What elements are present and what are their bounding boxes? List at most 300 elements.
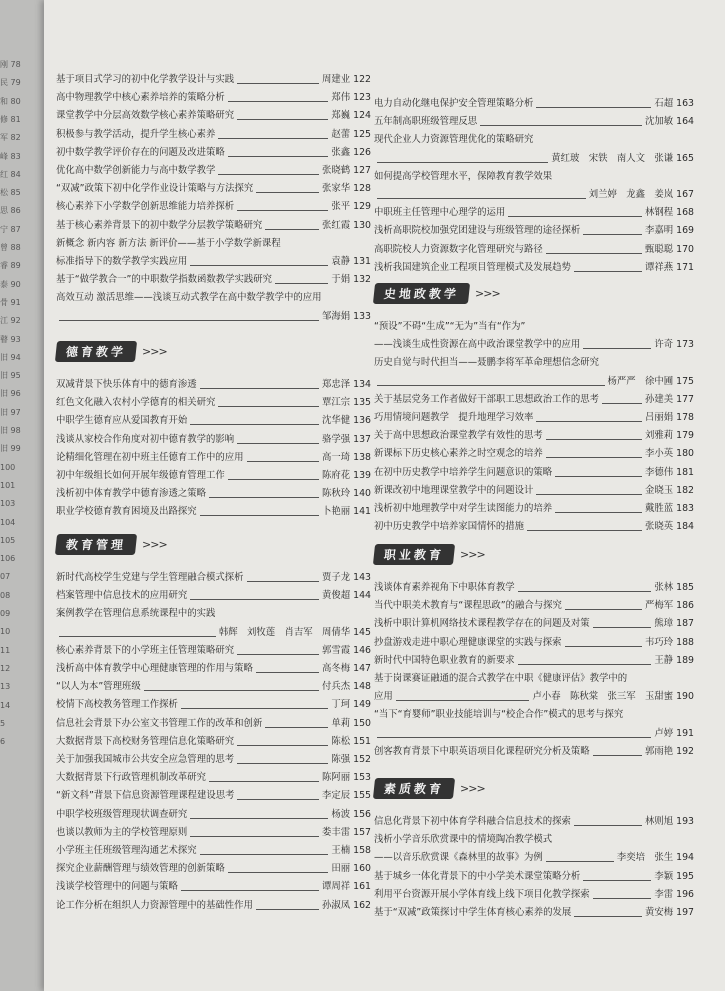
- entry-title: 新概念 新内容 新方法 新评价——基于小学数学新课程: [56, 237, 281, 249]
- toc-entry-title-line[interactable]: [374, 170, 694, 184]
- leader-line: [144, 690, 319, 691]
- toc-entry[interactable]: [56, 433, 371, 447]
- toc-entry[interactable]: [56, 505, 371, 519]
- toc-entry[interactable]: [374, 115, 694, 129]
- entry-author-page: 陈强 152: [331, 754, 371, 765]
- edge-label: 江 92: [0, 316, 21, 326]
- entry-author-page: 孙建美 177: [645, 393, 694, 405]
- leader-line: [190, 265, 328, 266]
- entry-title: 巧用情境问题教学 提升地理学习效率: [374, 412, 534, 423]
- entry-title: 如何提高学校管理水平，保障教育教学效果: [374, 170, 553, 182]
- entry-author-page: 刘雅莉 179: [645, 430, 694, 442]
- entry-title: 初中数学教学评价存在的问题及改进策略: [56, 146, 225, 158]
- edge-label: 和 80: [0, 96, 21, 106]
- entry-author-page: 李德伟 181: [645, 466, 694, 478]
- entry-author-page: 田丽 160: [331, 863, 371, 875]
- entry-author-page: 李雷 196: [654, 888, 694, 900]
- entry-author-page: 高一琦 138: [322, 451, 371, 463]
- entry-author-page: 于娟 132: [331, 274, 371, 286]
- edge-label: 曾 88: [0, 243, 21, 252]
- entry-title: 高中物理教学中核心素养培养的策略分析: [56, 92, 225, 104]
- toc-entry[interactable]: [56, 451, 371, 465]
- leader-line: [593, 627, 652, 628]
- entry-author-page: 周建业 122: [322, 74, 371, 85]
- leader-line: [237, 745, 328, 746]
- toc-entry[interactable]: [56, 396, 371, 410]
- leader-line: [555, 512, 642, 513]
- leader-line: [228, 101, 329, 102]
- edge-label: 骨 91: [0, 297, 21, 307]
- edge-label: 军 82: [0, 133, 21, 143]
- entry-title: 浅析初中地理教学中对学生读图能力的培养: [374, 503, 553, 514]
- entry-author-page: 林钢程 168: [645, 207, 694, 219]
- toc-entry-title-line[interactable]: [374, 133, 694, 147]
- toc-entry[interactable]: [56, 128, 371, 142]
- entry-title: 浅谈学校管理中的问题与策略: [56, 881, 178, 893]
- entry-author-page: 林则旭 193: [645, 816, 694, 827]
- entry-title: 标准指导下的数学教学实践应用: [56, 256, 188, 267]
- section-header: [374, 777, 485, 799]
- toc-entry[interactable]: [56, 808, 371, 822]
- entry-title: 创客教育背景下中职英语项目化课程研究分析及策略: [374, 745, 590, 757]
- leader-line: [181, 890, 319, 891]
- toc-entry[interactable]: [56, 273, 371, 287]
- entry-author-page: 郑巍 124: [331, 110, 371, 122]
- section-arrows: >>>: [142, 344, 167, 358]
- entry-author-page: 骆学强 137: [322, 433, 371, 445]
- leader-line: [536, 421, 642, 422]
- entry-author-page: 杨波 156: [331, 808, 371, 820]
- toc-entry[interactable]: [56, 717, 371, 731]
- leader-line: [593, 898, 652, 899]
- entry-title: 中职学校班级管理现状调查研究: [56, 808, 188, 820]
- section-arrows: >>>: [142, 537, 167, 551]
- toc-entry[interactable]: [56, 880, 371, 894]
- entry-author-page: 沈华健 136: [322, 415, 371, 427]
- entry-author-page: 卢小春 陈秋棠 张三军 玉甜蜜 190: [532, 691, 694, 703]
- toc-entry[interactable]: [374, 815, 694, 829]
- entry-title: 浅析高职院校加强党团建设与班级管理的途径探析: [374, 225, 581, 237]
- edge-label: 08: [0, 590, 11, 600]
- entry-title: 抄盘游戏走进中职心理健康课堂的实践与探索: [374, 636, 562, 648]
- edge-label: 13: [0, 682, 11, 692]
- edge-label: 104: [0, 517, 16, 527]
- entry-author-page: 许奇 173: [654, 339, 694, 351]
- leader-line: [555, 476, 642, 477]
- toc-entry-continuation[interactable]: [56, 626, 371, 640]
- toc-entry[interactable]: [56, 255, 371, 269]
- toc-entry[interactable]: [56, 589, 371, 603]
- leader-line: [200, 854, 329, 855]
- edge-label: 旧 99: [0, 444, 21, 454]
- toc-entry[interactable]: [374, 224, 694, 238]
- section-title: 史地政教学: [373, 283, 470, 304]
- entry-title: 新时代高校学生党建与学生管理融合模式探析: [56, 572, 244, 583]
- leader-line: [190, 599, 319, 600]
- toc-entry[interactable]: [56, 571, 371, 585]
- entry-author-page: 金晓玉 182: [645, 484, 694, 496]
- toc-entry[interactable]: [374, 906, 694, 920]
- entry-title: 基于核心素养背景下的初中数学分层教学策略研究: [56, 219, 263, 231]
- toc-entry[interactable]: [56, 862, 371, 876]
- leader-line: [574, 916, 642, 917]
- section-header: [56, 533, 167, 555]
- entry-title: 历史自觉与时代担当——聂鹏李将军革命理想信念研究: [374, 357, 600, 369]
- entry-title: 关于高中思想政治课堂教学有效性的思考: [374, 430, 543, 442]
- toc-entry-title-line[interactable]: [56, 291, 371, 305]
- toc-entry[interactable]: [374, 243, 694, 257]
- entry-title: 关于加强我国城市公共安全应急管理的思考: [56, 754, 235, 765]
- edge-label: 红 84: [0, 169, 21, 179]
- leader-line: [546, 439, 642, 440]
- entry-author-page: 韦巧玲 188: [645, 636, 694, 648]
- toc-entry[interactable]: [374, 502, 694, 516]
- toc-entry-title-line[interactable]: [374, 833, 694, 847]
- edge-label: 旧 97: [0, 407, 21, 417]
- leader-line: [377, 162, 548, 163]
- edge-label: 刚 78: [0, 60, 21, 69]
- edge-label: 瞽 93: [0, 334, 21, 344]
- entry-author-page: 丁珂 149: [331, 699, 371, 711]
- leader-line: [247, 461, 319, 462]
- entry-author-page: 郑忠泽 134: [322, 379, 371, 390]
- toc-entry[interactable]: [374, 484, 694, 498]
- toc-entry-continuation[interactable]: [374, 375, 694, 389]
- leader-line: [237, 119, 328, 120]
- leader-line: [546, 253, 642, 254]
- entry-title: 浅析小学音乐欣赏课中的情境陶冶教学模式: [374, 834, 553, 846]
- entry-author-page: 袁静 131: [331, 256, 371, 267]
- toc-entry[interactable]: [56, 789, 371, 803]
- leader-line: [536, 107, 651, 108]
- entry-author-page: 陈松 151: [331, 735, 371, 747]
- entry-author-page: 邹海娟 133: [322, 310, 371, 322]
- toc-entry[interactable]: [56, 753, 371, 767]
- toc-entry[interactable]: [56, 164, 371, 178]
- entry-title: 新时代中国特色职业教育的新要求: [374, 654, 515, 666]
- section-arrows: >>>: [460, 781, 485, 795]
- toc-entry[interactable]: [56, 698, 371, 712]
- toc-entry[interactable]: [374, 654, 694, 668]
- leader-line: [583, 880, 651, 881]
- entry-title: 基于项目式学习的初中化学教学设计与实践: [56, 74, 235, 85]
- entry-author-page: 李颖 195: [654, 870, 694, 882]
- toc-entry[interactable]: [374, 745, 694, 759]
- leader-line: [228, 479, 319, 480]
- edge-label: 5: [0, 718, 6, 728]
- edge-label: 12: [0, 663, 11, 673]
- leader-line: [256, 909, 319, 910]
- entry-author-page: 李奕培 张生 194: [616, 852, 694, 864]
- entry-title: 大数据背景下高校财务管理信息化策略研究: [56, 735, 235, 747]
- leader-line: [218, 138, 328, 139]
- toc-entry[interactable]: [56, 899, 371, 913]
- toc-entry[interactable]: [56, 680, 371, 694]
- toc-entry[interactable]: [374, 851, 694, 865]
- entry-title: 新课标下历史核心素养之时空观念的培养: [374, 448, 543, 460]
- toc-entry-title-line[interactable]: [374, 708, 694, 722]
- leader-line: [228, 156, 329, 157]
- toc-entry-continuation[interactable]: [374, 152, 694, 166]
- entry-title: “预设”不碍“生成”“无为”当有“作为”: [374, 321, 526, 332]
- entry-author-page: 王楠 158: [331, 845, 371, 856]
- entry-author-page: 娄丰雷 157: [322, 826, 371, 838]
- toc-entry-title-line[interactable]: [374, 672, 694, 686]
- entry-title: 论工作分析在组织人力资源管理中的基础性作用: [56, 899, 253, 911]
- edge-label: 宁 87: [0, 224, 21, 234]
- toc-entry[interactable]: [374, 466, 694, 480]
- leader-line: [59, 636, 216, 637]
- section-header: [374, 543, 485, 565]
- leader-line: [190, 424, 319, 425]
- entry-title: “以人为本”管理班级: [56, 681, 141, 693]
- leader-line: [218, 174, 319, 175]
- toc-entry[interactable]: [56, 200, 371, 214]
- entry-title: 浅谈从家校合作角度对初中德育教学的影响: [56, 433, 235, 445]
- entry-title: 积极参与教学活动，提升学生核心素养: [56, 128, 216, 140]
- toc-entry[interactable]: [374, 411, 694, 425]
- entry-author-page: 张红霞 130: [322, 219, 371, 231]
- section-title: 素质教育: [373, 778, 455, 799]
- entry-author-page: 张鑫 126: [331, 146, 371, 158]
- toc-entry[interactable]: [374, 520, 694, 534]
- entry-author-page: 郑伟 123: [331, 92, 371, 104]
- edge-label: 松 85: [0, 188, 21, 198]
- leader-line: [396, 700, 530, 701]
- toc-entry[interactable]: [56, 771, 371, 785]
- toc-entry[interactable]: [374, 617, 694, 631]
- entry-title: 基于城乡一体化背景下的中小学美术课堂策略分析: [374, 870, 581, 882]
- toc-entry-continuation[interactable]: [374, 188, 694, 202]
- entry-title: 五年制高职班级管理反思: [374, 116, 478, 128]
- leader-line: [518, 591, 652, 592]
- leader-line: [593, 755, 642, 756]
- toc-entry[interactable]: [374, 599, 694, 613]
- edge-label: 修 81: [0, 114, 21, 124]
- toc-entry[interactable]: [374, 393, 694, 407]
- entry-author-page: 郭雨艳 192: [645, 745, 694, 757]
- entry-title: 在初中历史教学中培养学生问题意识的策略: [374, 466, 553, 478]
- entry-title: 信息社会背景下办公室文书管理工作的改革和创新: [56, 717, 263, 729]
- entry-title: 高效互动 激活思维——浅谈互动式教学在高中数学教学中的应用: [56, 292, 322, 304]
- leader-line: [237, 763, 328, 764]
- entry-title: 浅析我国建筑企业工程项目管理模式及发展趋势: [374, 261, 571, 273]
- toc-entry-title-line[interactable]: [56, 607, 371, 621]
- entry-title: 浅析中职计算机网络技术课程教学存在的问题及对策: [374, 618, 590, 630]
- entry-author-page: 韩辉 刘牧莲 肖吉军 周倩华 145: [218, 626, 371, 638]
- entry-title: 课堂教学中分层高效数学核心素养策略研究: [56, 110, 235, 122]
- entry-author-page: 覃江宗 135: [322, 397, 371, 409]
- toc-entry[interactable]: [56, 735, 371, 749]
- entry-author-page: 张家华 128: [322, 183, 371, 195]
- toc-entry-continuation[interactable]: [374, 727, 694, 741]
- previous-page-edge: [0, 0, 44, 991]
- toc-entry[interactable]: [374, 870, 694, 884]
- entry-author-page: 熊璋 187: [654, 618, 694, 630]
- entry-author-page: 李小英 180: [645, 448, 694, 460]
- entry-title: 红色文化融入农村小学德育的相关研究: [56, 397, 216, 409]
- toc-entry[interactable]: [374, 636, 694, 650]
- leader-line: [265, 229, 319, 230]
- entry-title: 职业学校德育教育困境及出路探究: [56, 506, 197, 518]
- entry-author-page: 郭雪霞 146: [322, 644, 371, 656]
- leader-line: [480, 125, 642, 126]
- toc-entry-title-line[interactable]: [374, 356, 694, 370]
- toc-entry[interactable]: [56, 487, 371, 501]
- leader-line: [377, 737, 651, 738]
- entry-title: 优化高中数学创新能力与高中数学教学: [56, 165, 216, 176]
- entry-title: 利用平台资源开展小学体育线上线下项目化教学探索: [374, 888, 590, 900]
- entry-title: 也谈以教师为主的学校管理原则: [56, 826, 188, 838]
- toc-entry[interactable]: [374, 429, 694, 443]
- entry-title: 浅析初中体育教学中德育渗透之策略: [56, 488, 207, 500]
- edge-label: 07: [0, 572, 11, 582]
- entry-author-page: 陈阿丽 153: [322, 772, 371, 784]
- toc-entry[interactable]: [56, 414, 371, 428]
- toc-entry-title-line[interactable]: [374, 320, 694, 334]
- leader-line: [256, 192, 319, 193]
- leader-line: [583, 234, 642, 235]
- edge-label: 101: [0, 480, 16, 490]
- entry-author-page: 石超 163: [654, 98, 694, 109]
- entry-author-page: 卢婷 191: [654, 727, 694, 739]
- entry-title: ——浅谈生成性资源在高中政治课堂教学中的应用: [374, 339, 581, 351]
- entry-author-page: 贾子龙 143: [322, 572, 371, 583]
- toc-entry[interactable]: [374, 97, 694, 111]
- edge-label: 103: [0, 499, 16, 509]
- entry-author-page: 严梅军 186: [645, 600, 694, 612]
- leader-line: [181, 708, 328, 709]
- entry-author-page: 卜艳丽 141: [322, 506, 371, 518]
- entry-author-page: 黄安梅 197: [645, 907, 694, 918]
- entry-author-page: 谭周祥 161: [322, 881, 371, 893]
- leader-line: [565, 609, 642, 610]
- entry-author-page: 孙淑凤 162: [322, 899, 371, 911]
- toc-entry[interactable]: [56, 146, 371, 160]
- entry-author-page: 王静 189: [654, 654, 694, 666]
- edge-label: 思 86: [0, 206, 21, 216]
- toc-entry[interactable]: [56, 378, 371, 392]
- leader-line: [275, 283, 328, 284]
- entry-author-page: 张林 185: [654, 582, 694, 593]
- leader-line: [602, 403, 642, 404]
- leader-line: [209, 781, 319, 782]
- edge-label: 旧 98: [0, 426, 21, 435]
- toc-entry[interactable]: [374, 338, 694, 352]
- leader-line: [237, 443, 319, 444]
- entry-author-page: 赵蕾 125: [331, 128, 371, 140]
- section-arrows: >>>: [460, 547, 485, 561]
- leader-line: [247, 581, 319, 582]
- toc-entry[interactable]: [56, 182, 371, 196]
- entry-title: “当下“育婴师”职业技能培训与“校企合作”模式的思考与探究: [374, 709, 624, 721]
- edge-label: 民 79: [0, 78, 21, 88]
- entry-author-page: 黄红玻 宋铁 南人文 张谦 165: [551, 152, 694, 164]
- entry-title: 应用: [374, 691, 393, 703]
- entry-author-page: 戴胜蓝 183: [645, 503, 694, 514]
- toc-entry[interactable]: [56, 644, 371, 658]
- leader-line: [583, 348, 651, 349]
- entry-title: 小学班主任班级管理沟通艺术探究: [56, 845, 197, 856]
- entry-title: 大数据背景下行政管理机制改革研究: [56, 772, 207, 784]
- section-header: [56, 340, 167, 362]
- entry-author-page: 刘兰婷 龙鑫 姜岚 167: [588, 189, 694, 200]
- toc-entry[interactable]: [374, 888, 694, 902]
- entry-title: 核心素养下小学数学创新思维能力培养探析: [56, 201, 235, 213]
- entry-title: 电力自动化继电保护安全管理策略分析: [374, 98, 534, 109]
- toc-entry[interactable]: [374, 581, 694, 595]
- toc-entry[interactable]: [56, 109, 371, 123]
- edge-label: 09: [0, 609, 11, 618]
- leader-line: [237, 799, 319, 800]
- edge-label: 旧 94: [0, 352, 21, 362]
- entry-title: 论精细化管理在初中班主任德育工作中的应用: [56, 451, 244, 463]
- entry-title: 探究企业薪酬管理与绩效管理的创新策略: [56, 863, 225, 875]
- edge-label: 14: [0, 700, 11, 710]
- toc-entry[interactable]: [56, 662, 371, 676]
- toc-entry[interactable]: [374, 447, 694, 461]
- entry-title: 现代企业人力资源管理优化的策略研究: [374, 134, 534, 146]
- entry-title: 档案管理中信息技术的应用研究: [56, 590, 188, 602]
- leader-line: [508, 216, 642, 217]
- leader-line: [190, 818, 328, 819]
- edge-label: 6: [0, 737, 6, 747]
- leader-line: [237, 210, 328, 211]
- entry-author-page: 张晓英 184: [645, 521, 694, 533]
- entry-title: “新文科”背景下信息资源管理课程建设思考: [56, 790, 235, 802]
- section-title: 职业教育: [373, 544, 455, 565]
- leader-line: [377, 385, 605, 386]
- entry-author-page: 沈加敏 164: [645, 116, 694, 128]
- toc-entry[interactable]: [56, 91, 371, 105]
- leader-line: [190, 836, 319, 837]
- leader-line: [209, 497, 319, 498]
- table-of-contents-page: [44, 0, 725, 991]
- entry-title: 当代中职美术教育与“课程思政”的融合与探究: [374, 600, 562, 612]
- toc-entry[interactable]: [56, 826, 371, 840]
- entry-title: 关于基层党务工作者做好干部职工思想政治工作的思考: [374, 393, 600, 405]
- entry-author-page: 杨严严 徐中圃 175: [607, 375, 694, 387]
- leader-line: [565, 646, 642, 647]
- toc-entry[interactable]: [56, 219, 371, 233]
- edge-label: 泰 90: [0, 279, 21, 289]
- section-title: 德育教学: [55, 341, 137, 362]
- entry-author-page: 吕丽娟 178: [645, 412, 694, 423]
- toc-entry-title-line[interactable]: [56, 237, 371, 251]
- toc-entry[interactable]: [374, 690, 694, 704]
- toc-entry[interactable]: [374, 206, 694, 220]
- leader-line: [546, 457, 642, 458]
- entry-author-page: 张晓鹤 127: [322, 165, 371, 176]
- entry-title: 基于“双减”政策探讨中学生体育核心素养的发展: [374, 907, 572, 918]
- toc-entry[interactable]: [56, 73, 371, 87]
- toc-entry-continuation[interactable]: [56, 310, 371, 324]
- toc-entry[interactable]: [374, 261, 694, 275]
- entry-title: 信息化背景下初中体育学科融合信息技术的探索: [374, 816, 571, 827]
- toc-entry[interactable]: [56, 844, 371, 858]
- entry-title: 核心素养背景下的小学班主任管理策略研究: [56, 644, 235, 656]
- entry-author-page: 付兵杰 148: [322, 681, 371, 693]
- edge-label: 106: [0, 554, 16, 564]
- entry-title: 高职院校人力资源数字化管理研究与路径: [374, 243, 543, 255]
- entry-title: 案例教学在管理信息系统课程中的实践: [56, 608, 216, 620]
- entry-title: 浅谈体育素养视角下中职体育教学: [374, 582, 515, 593]
- section-arrows: >>>: [475, 286, 500, 300]
- entry-title: 中职学生德育应从爱国教育开始: [56, 415, 188, 427]
- leader-line: [237, 83, 319, 84]
- toc-entry[interactable]: [56, 469, 371, 483]
- entry-title: 初中历史教学中培养家国情怀的措施: [374, 521, 525, 533]
